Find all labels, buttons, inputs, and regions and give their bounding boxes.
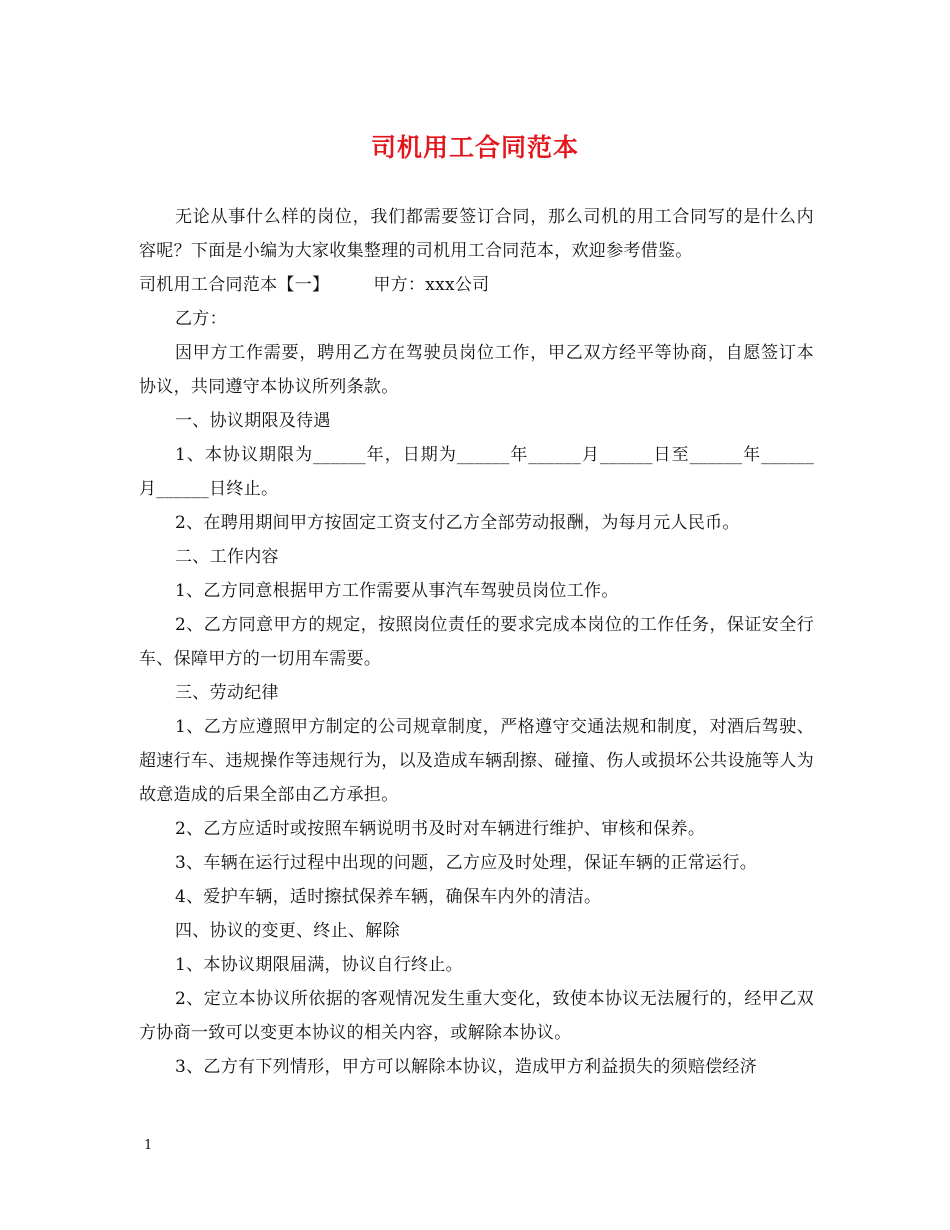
preamble-paragraph: 因甲方工作需要，聘用乙方在驾驶员岗位工作，甲乙双方经平等协商，自愿签订本协议，共同遵守本协议所列条款。 [139,343,814,397]
clause-paragraph: 2、乙方应适时或按照车辆说明书及时对车辆进行维护、审核和保养。 [175,819,706,839]
contract-heading-line [139,268,814,302]
section-heading: 四、协议的变更、终止、解除 [175,921,400,941]
clause-paragraph: 1、乙方同意根据甲方工作需要从事汽车驾驶员岗位工作。 [175,581,619,601]
section-heading: 三、劳动纪律 [175,683,279,703]
party-a-label: 甲方：xxx公司 [373,275,490,295]
document-body [139,200,814,1084]
document-title: 司机用工合同范本 [370,133,579,162]
clause-paragraph: 2、乙方同意甲方的规定，按照岗位责任的要求完成本岗位的工作任务，保证安全行车、保障甲方的一切用车需要。 [139,615,814,669]
clause-paragraph: 3、车辆在运行过程中出现的问题，乙方应及时处理，保证车辆的正常运行。 [175,853,758,873]
section-heading: 一、协议期限及待遇 [175,411,331,431]
clause-paragraph: 1、本协议期限届满，协议自行终止。 [175,955,463,975]
party-b-line: 乙方： [175,309,227,329]
clause-paragraph: 2、在聘用期间甲方按固定工资支付乙方全部劳动报酬，为每月元人民币。 [175,513,740,533]
clause-paragraph: 3、乙方有下列情形，甲方可以解除本协议，造成甲方利益损失的须赔偿经济 [175,1057,758,1077]
page-number: 1 [144,1138,153,1153]
contract-section-title: 司机用工合同范本【一】 [139,275,330,295]
clause-paragraph: 1、乙方应遵照甲方制定的公司规章制度，严格遵守交通法规和制度，对酒后驾驶、超速行车、违规操作等违规行为，以及造成车辆刮擦、碰撞、伤人或损坏公共设施等人为故意造成的后果全部由乙方承担。 [139,717,814,805]
intro-paragraph: 无论从事什么样的岗位，我们都需要签订合同，那么司机的用工合同写的是什么内容呢？下面是小编为大家收集整理的司机用工合同范本，欢迎参考借鉴。 [139,207,814,261]
clause-paragraph: 1、本协议期限为______年，日期为______年______月______日至______年______月______日终止。 [139,445,814,499]
clause-paragraph: 2、定立本协议所依据的客观情况发生重大变化，致使本协议无法履行的，经甲乙双方协商一致可以变更本协议的相关内容，或解除本协议。 [139,989,814,1043]
section-heading: 二、工作内容 [175,547,279,567]
clause-paragraph: 4、爱护车辆，适时擦拭保养车辆，确保车内外的清洁。 [175,887,602,907]
